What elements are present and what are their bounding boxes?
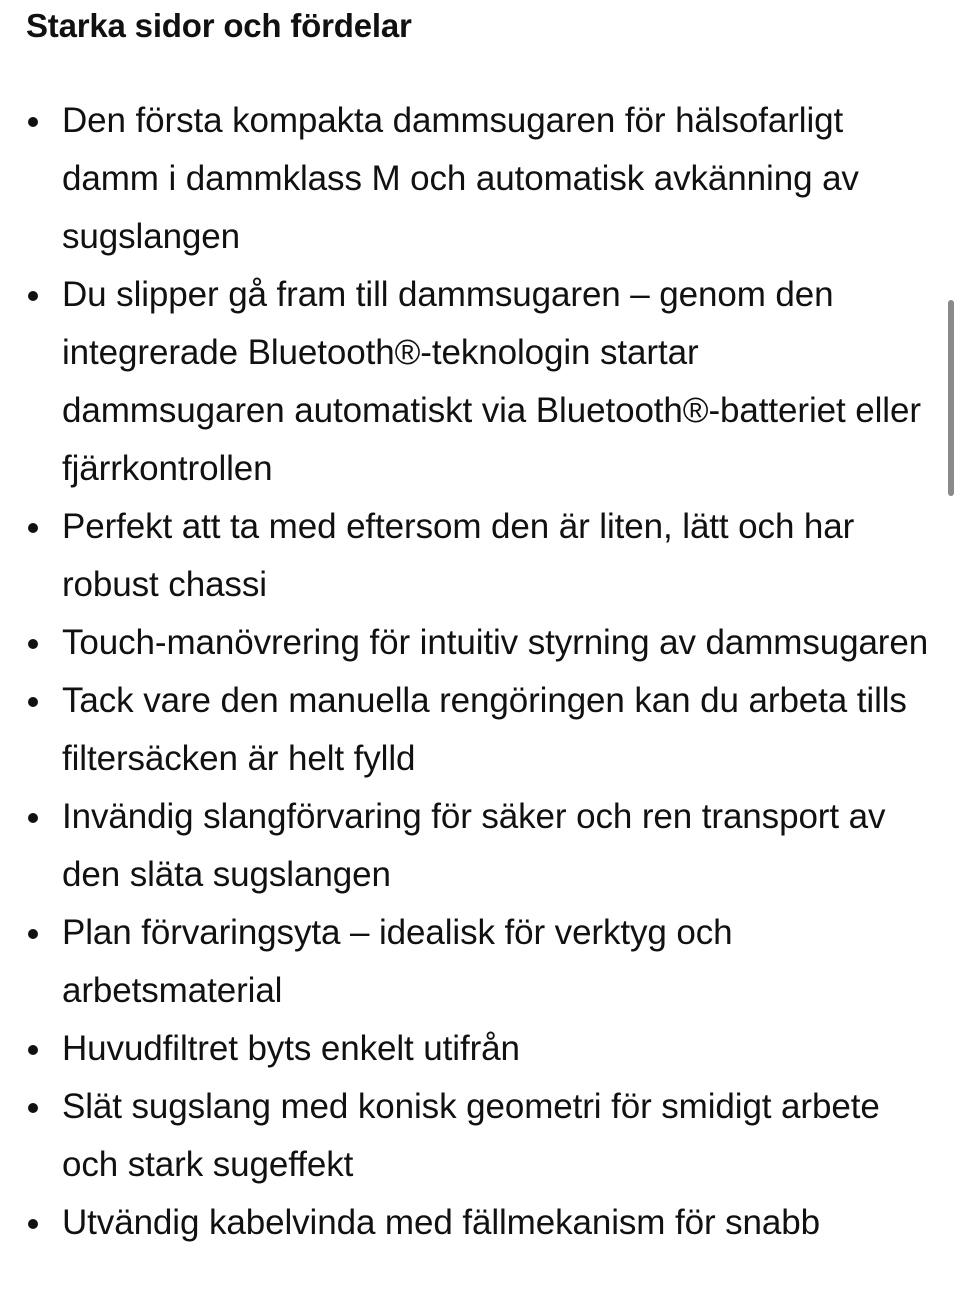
bullet-icon bbox=[28, 813, 38, 823]
bullet-icon bbox=[28, 523, 38, 533]
list-item bbox=[0, 1078, 930, 1194]
bullet-icon bbox=[28, 291, 38, 301]
list-item-text: Du slipper gå fram till dammsugaren – genom den integrerade Bluetooth®-teknologin startar dammsugaren automatiskt via Bluetooth®-batteriet eller fjärrkontrollen bbox=[62, 275, 921, 488]
bullet-icon bbox=[28, 1103, 38, 1113]
list-item bbox=[0, 672, 930, 788]
list-item-text: Invändig slangförvaring för säker och ren transport av den släta sugslangen bbox=[62, 797, 886, 894]
bullet-icon bbox=[28, 117, 38, 127]
list-item-text: Tack vare den manuella rengöringen kan du arbeta tills filtersäcken är helt fylld bbox=[62, 681, 907, 778]
list-item bbox=[0, 1020, 930, 1078]
list-item-text: Perfekt att ta med eftersom den är liten, lätt och har robust chassi bbox=[62, 507, 855, 604]
list-item bbox=[0, 92, 930, 266]
feature-list bbox=[0, 92, 930, 1252]
list-item bbox=[0, 1194, 930, 1252]
list-item-text: Touch-manövrering för intuitiv styrning av dammsugaren bbox=[62, 623, 929, 662]
list-item bbox=[0, 498, 930, 614]
bullet-icon bbox=[28, 1045, 38, 1055]
list-item bbox=[0, 788, 930, 904]
section-title: Starka sidor och fördelar bbox=[26, 7, 412, 44]
list-item-text: Den första kompakta dammsugaren för hälsofarligt damm i dammklass M och automatisk avkänning av sugslangen bbox=[62, 101, 859, 256]
list-item bbox=[0, 904, 930, 1020]
list-item-text: Utvändig kabelvinda med fällmekanism för snabb bbox=[62, 1203, 821, 1242]
bullet-icon bbox=[28, 639, 38, 649]
list-item-text: Huvudfiltret byts enkelt utifrån bbox=[62, 1029, 520, 1068]
bullet-icon bbox=[28, 929, 38, 939]
list-item bbox=[0, 614, 930, 672]
list-item-text: Plan förvaringsyta – idealisk för verktyg och arbetsmaterial bbox=[62, 913, 733, 1010]
vertical-scrollbar[interactable] bbox=[948, 300, 954, 496]
bullet-icon bbox=[28, 697, 38, 707]
bullet-icon bbox=[28, 1219, 38, 1229]
list-item-text: Slät sugslang med konisk geometri för smidigt arbete och stark sugeffekt bbox=[62, 1087, 880, 1184]
list-item bbox=[0, 266, 930, 498]
